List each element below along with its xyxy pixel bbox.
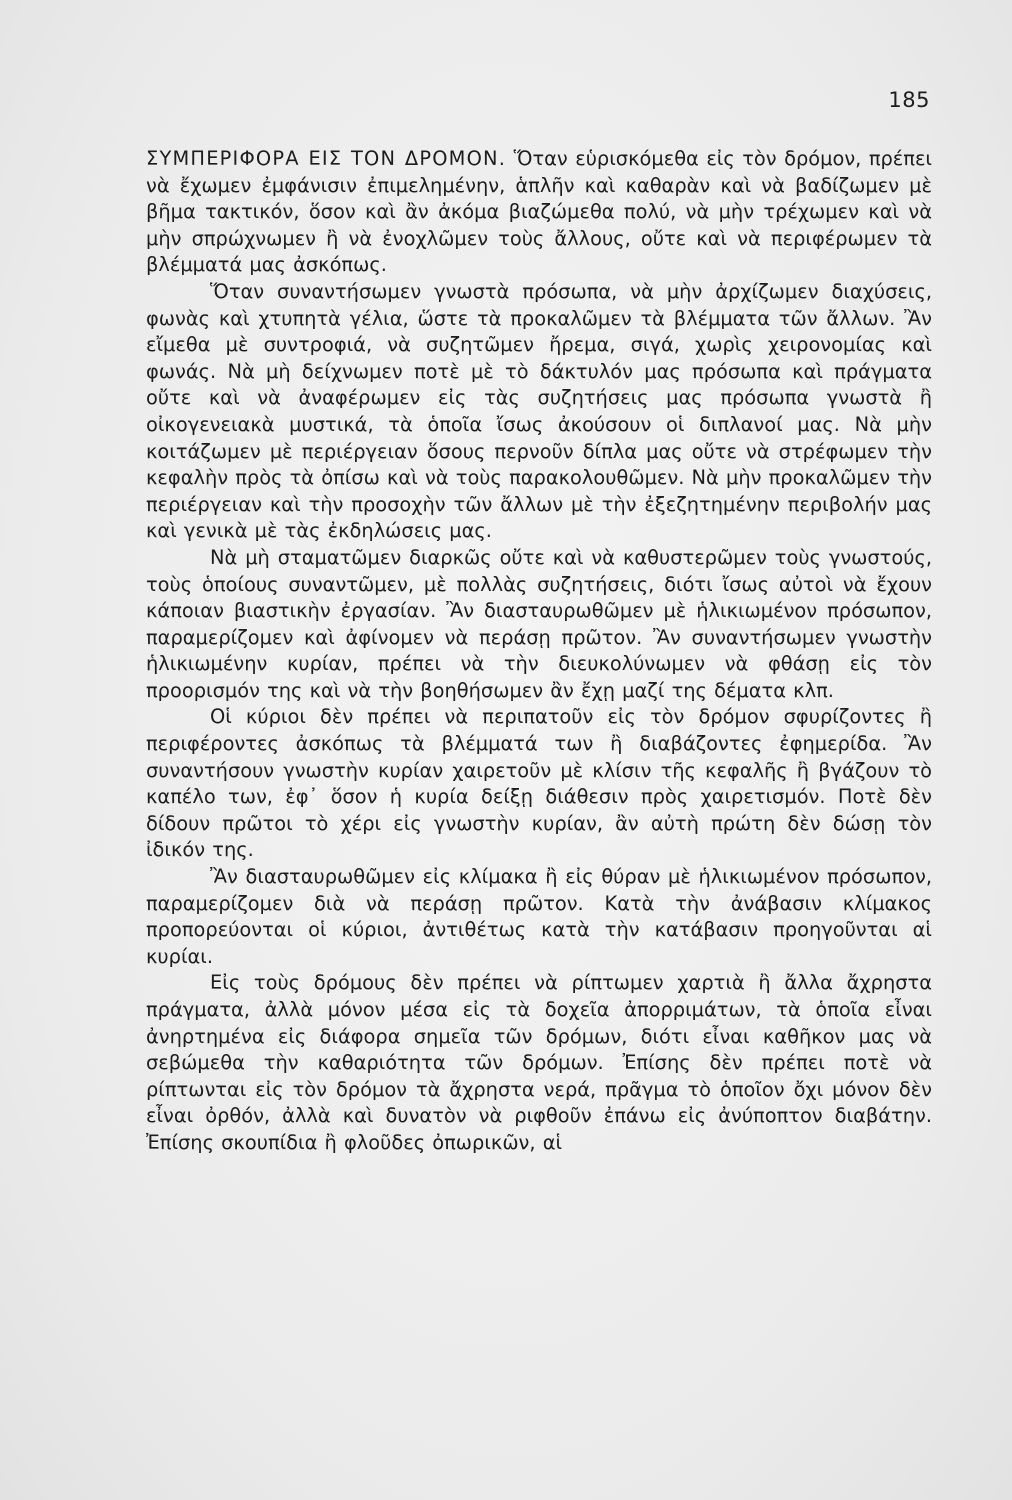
body-text <box>146 146 932 1157</box>
paragraph-1-text: Ὅταν εὑρισκόμεθα εἰς τὸν δρόμον, πρέπει νὰ ἔχωμεν ἐμφάνισιν ἐπιμελημένην, ἁπλῆν καὶ καθαρὰν καὶ νὰ βαδίζωμεν μὲ βῆμα τακτικόν, ὅσον καὶ ἂν ἀκόμα βιαζώμεθα πολύ, νὰ μὴν τρέχωμεν καὶ νὰ μὴν σπρώχνωμεν ἢ νὰ ἐνοχλῶμεν τοὺς ἄλλους, οὔτε καὶ νὰ περιφέρωμεν τὰ βλέμματά μας ἀσκόπως. <box>146 147 932 277</box>
paragraph-6: Εἰς τοὺς δρόμους δὲν πρέπει νὰ ρίπτωμεν χαρτιὰ ἢ ἄλλα ἄχρηστα πράγματα, ἀλλὰ μόνον μέσα εἰς τὰ δοχεῖα ἀπορριμάτων, τὰ ὁποῖα εἶναι ἀνηρτημένα εἰς διάφορα σημεῖα τῶν δρόμων, διότι εἶναι καθῆκον μας νὰ σεβώμεθα τὴν καθαριότητα τῶν δρόμων. Ἐπίσης δὲν πρέπει ποτὲ νὰ ρίπτωνται εἰς τὸν δρόμον τὰ ἄχρηστα νερά, πρᾶγμα τὸ ὁποῖον ὄχι μόνον δὲν εἶναι ὀρθόν, ἀλλὰ καὶ δυνατὸν νὰ ριφθοῦν ἐπάνω εἰς ἀνύποπτον διαβάτην. Ἐπίσης σκουπίδια ἢ φλοῦδες ὀπωρικῶν, αἱ <box>146 971 932 1154</box>
paragraph-2: Ὅταν συναντήσωμεν γνωστὰ πρόσωπα, νὰ μὴν ἀρχίζωμεν διαχύσεις, φωνὰς καὶ χτυπητὰ γέλια, ὥστε τὰ προκαλῶμεν τὰ βλέμματα τῶν ἄλλων. Ἂν εἴμεθα μὲ συντροφιά, νὰ συζητῶμεν ἤρεμα, σιγά, χωρὶς χειρονομίας καὶ φωνάς. Νὰ μὴ δείχνωμεν ποτὲ μὲ τὸ δάκτυλόν μας πρόσωπα καὶ πράγματα οὔτε καὶ νὰ ἀναφέρωμεν εἰς τὰς συζητήσεις μας πρόσωπα γνωστὰ ἢ οἰκογενειακὰ μυστικά, τὰ ὁποῖα ἴσως ἀκούσουν οἱ διπλανοί μας. Νὰ μὴν κοιτάζωμεν μὲ περιέργειαν ὅσους περνοῦν δίπλα μας οὔτε νὰ στρέφωμεν τὴν κεφαλὴν πρὸς τὰ ὀπίσω καὶ νὰ τοὺς παρακολουθῶμεν. Νὰ μὴν προκαλῶμεν τὴν περιέργειαν καὶ τὴν προσοχὴν τῶν ἄλλων μὲ τὴν ἐξεζητημένην περιβολήν μας καὶ γενικὰ μὲ τὰς ἐκδηλώσεις μας. <box>146 279 932 543</box>
paragraph-3: Νὰ μὴ σταματῶμεν διαρκῶς οὔτε καὶ νὰ καθυστερῶμεν τοὺς γνωστούς, τοὺς ὁποίους συναντῶμεν, μὲ πολλὰς συζητήσεις, διότι ἴσως αὐτοὶ νὰ ἔχουν κάποιαν βιαστικὴν ἐργασίαν. Ἂν διασταυρωθῶμεν μὲ ἡλικιωμένον πρόσωπον, παραμερίζομεν καὶ ἀφίνομεν νὰ περάσῃ πρῶτον. Ἂν συναντήσωμεν γνωστὴν ἡλικιωμένην κυρίαν, πρέπει νὰ τὴν διευκολύνωμεν νὰ φθάσῃ εἰς τὸν προορισμόν της καὶ νὰ τὴν βοηθήσωμεν ἂν ἔχῃ μαζί της δέματα κλπ. <box>146 545 932 702</box>
page-number: 185 <box>888 88 930 112</box>
paragraph-1 <box>146 146 932 279</box>
paragraph-5: Ἂν διασταυρωθῶμεν εἰς κλίμακα ἢ εἰς θύραν μὲ ἡλικιωμένον πρόσωπον, παραμερίζομεν διὰ νὰ περάσῃ πρῶτον. Κατὰ τὴν ἀνάβασιν κλίμακος προπορεύονται οἱ κύριοι, ἀντιθέτως κατὰ τὴν κατάβασιν προηγοῦνται αἱ κυρίαι. <box>146 865 932 968</box>
section-heading: ΣΥΜΠΕΡΙΦΟΡΑ ΕΙΣ ΤΟΝ ΔΡΟΜΟΝ. <box>146 147 507 170</box>
paragraph-4: Οἱ κύριοι δὲν πρέπει νὰ περιπατοῦν εἰς τὸν δρόμον σφυρίζοντες ἢ περιφέροντες ἀσκόπως τὰ βλέμματά των ἢ διαβάζοντες ἐφημερίδα. Ἂν συναντήσουν γνωστὴν κυρίαν χαιρετοῦν μὲ κλίσιν τῆς κεφαλῆς ἢ βγάζουν τὸ καπέλο των, ἐφ᾽ ὅσον ἡ κυρία δείξῃ διάθεσιν πρὸς χαιρετισμόν. Ποτὲ δὲν δίδουν πρῶτοι τὸ χέρι εἰς γνωστὴν κυρίαν, ἂν αὐτὴ πρώτη δὲν δώσῃ τὸν ἰδικόν της. <box>146 705 932 862</box>
